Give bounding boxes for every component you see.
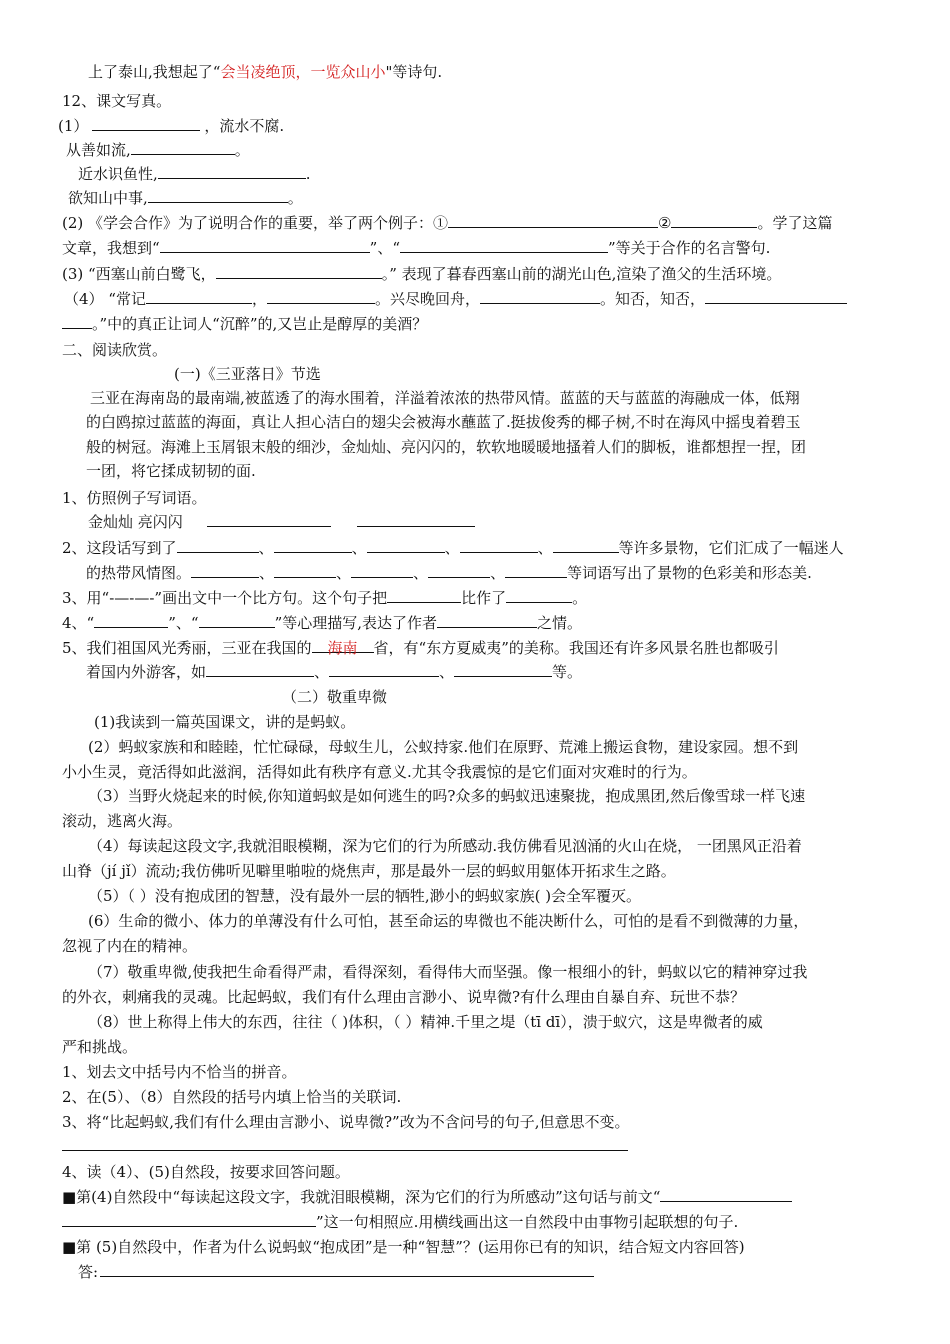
blank[interactable] <box>460 536 538 553</box>
answer-hainan[interactable]: 海南 <box>312 636 374 653</box>
task-3: 3、将“比起蚂蚁,我们有什么理由言渺小、说卑微?”改为不含问号的句子,但意思不变。 <box>62 1113 630 1131</box>
blank[interactable] <box>199 611 275 628</box>
blank[interactable] <box>660 1185 792 1202</box>
blank[interactable] <box>357 510 475 527</box>
passage-2-para-4: （4）每读起这段文字,我就泪眼模糊，深为它们的行为所感动.我仿佛看见汹涌的火山在烧， 一团黑风正沿着 <box>88 837 802 855</box>
blank[interactable] <box>92 114 200 131</box>
blank[interactable] <box>387 586 461 603</box>
passage-2-para-1: (1)我读到一篇英国课文，讲的是蚂蚁。 <box>94 713 356 731</box>
passage-2-para-3: （3）当野火烧起来的时候,你知道蚂蚁是如何逃生的吗?众多的蚂蚁迅速聚拢，抱成黑团,然后像雪球一样飞速 <box>88 787 806 805</box>
q12-1-line: (1） ，流水不腐. <box>58 114 284 138</box>
exercise-5-line-2: 着国内外游客，如 、 、 等。 <box>86 660 582 684</box>
blank[interactable] <box>207 510 331 527</box>
q12-2-line: (2) 《学会合作》为了说明合作的重要，举了两个例子：① ② 。学了这篇 <box>62 211 833 235</box>
question-12-heading: 12、课文写真。 <box>62 92 172 110</box>
passage-2-para-5: （5）（ ）没有抱成团的智慧，没有最外一层的牺牲,渺小的蚂蚁家族( )会全军覆灭。 <box>88 887 642 905</box>
q12-2-line-2: 文章，我想到“ ”、“ ”等关于合作的名言警句. <box>62 236 770 260</box>
task-1: 1、划去文中括号内不恰当的拼音。 <box>62 1063 297 1081</box>
exercise-1-prompt: 1、仿照例子写词语。 <box>62 489 207 507</box>
blank[interactable] <box>62 1210 316 1227</box>
blank[interactable] <box>705 287 847 304</box>
passage-2-para-7: （7）敬重卑微,使我把生命看得严肃，看得深刻，看得伟大而坚强。像一根细小的针，蚂蚁以它的精神穿过我 <box>88 963 808 981</box>
exercise-3-line: 3、用“-—-—-”画出文中一个比方句。这个句子把 比作了 。 <box>62 586 587 610</box>
q12-1-line-2: 从善如流, 。 <box>66 138 250 162</box>
passage-1-line: 三亚在海南岛的最南端,被蓝透了的海水围着，洋溢着浓浓的热带风情。蓝蓝的天与蓝蓝的海融成一体，低翔 <box>90 389 800 407</box>
blank[interactable] <box>94 611 168 628</box>
blank[interactable] <box>329 660 439 677</box>
blank[interactable] <box>553 536 619 553</box>
passage-1-line: 一团，将它揉成韧韧的面. <box>86 462 256 480</box>
blank[interactable] <box>191 561 259 578</box>
exercise-1-example: 金灿灿 亮闪闪 <box>88 510 475 534</box>
passage-2-para-4: 山脊（jí jǐ）流动;我仿佛听见噼里啪啦的烧焦声，那是最外一层的蚂蚁用躯体开拓求生之路。 <box>62 862 676 880</box>
task-2: 2、在(5）、（8）自然段的括号内填上恰当的关联词. <box>62 1088 402 1106</box>
passage-2-para-6: 忽视了内在的精神。 <box>62 937 198 955</box>
passage-2-para-8: （8）世上称得上伟大的东西，往往（ )体积，（ ）精神.千里之堤（tī dī），溃于蚁穴，这是卑微者的威 <box>88 1013 763 1031</box>
blank[interactable] <box>131 138 235 155</box>
blank[interactable] <box>448 211 658 228</box>
blank[interactable] <box>62 312 92 329</box>
blank[interactable] <box>160 236 370 253</box>
exercise-2-line-2: 的热带风情图。 、 、 、 、 等词语写出了景物的色彩美和形态美. <box>86 561 812 585</box>
q12-4-line: （4） “常记 ， 。兴尽晚回舟， 。知否，知否， <box>64 287 847 311</box>
poem-quote: 会当凌绝顶，一览众山小 <box>220 63 386 81</box>
answer-line[interactable] <box>100 1276 594 1277</box>
passage-2-para-2: (2）蚂蚁家族和和睦睦，忙忙碌碌，母蚁生儿，公蚁持家.他们在原野、荒滩上搬运食物，建设家园。想不到 <box>88 738 799 756</box>
passage-2-para-3: 滚动，逃离火海。 <box>62 812 183 830</box>
task-4-sub-1: ■第(4)自然段中“每读起这段文字，我就泪眼模糊，深为它们的行为所感动”这句话与前文“ <box>62 1185 792 1209</box>
exercise-4-line: 4、“ ”、“ ”等心理描写,表达了作者 之情。 <box>62 611 582 635</box>
taishan-line: 上了泰山,我想起了“会当凌绝顶，一览众山小"等诗句. <box>88 63 443 81</box>
task-4: 4、读（4）、(5)自然段，按要求回答问题。 <box>62 1163 350 1181</box>
blank[interactable] <box>454 660 552 677</box>
blank[interactable] <box>428 561 490 578</box>
passage-1-line: 的白鸥掠过蓝蓝的海面，真让人担心洁白的翅尖会被海水蘸蓝了.挺拔俊秀的椰子树,不时在海风中摇曳着碧玉 <box>86 413 801 431</box>
blank[interactable] <box>400 236 608 253</box>
blank[interactable] <box>367 536 445 553</box>
passage-1-title: (一)《三亚落日》节选 <box>174 365 321 383</box>
blank[interactable] <box>206 660 314 677</box>
q12-4-line-2: 。”中的真正让词人“沉醉”的,又岂止是醇厚的美酒？ <box>62 312 427 336</box>
passage-2-para-6: (6）生命的微小、体力的单薄没有什么可怕，甚至命运的卑微也不能决断什么，可怕的是看不到微薄的力量， <box>88 912 809 930</box>
q12-3-line: (3) “西塞山前白鹭飞， 。” 表现了暮春西塞山前的湖光山色,渲染了渔父的生活环境。 <box>62 262 781 286</box>
blank[interactable] <box>146 287 252 304</box>
exercise-5-line: 5、我们祖国风光秀丽，三亚在我国的 海南 省，有“东方夏威夷”的美称。我国还有许多风景名胜也都吸引 <box>62 636 779 660</box>
blank[interactable] <box>158 162 306 179</box>
passage-1-line: 般的树冠。海滩上玉屑银末般的细沙，金灿灿、亮闪闪的，软软地暖暖地搔着人们的脚板，谁都想捏一捏，团 <box>86 438 807 456</box>
passage-2-title: （二）敬重卑微 <box>282 688 388 706</box>
blank[interactable] <box>274 536 352 553</box>
blank[interactable] <box>505 561 567 578</box>
passage-2-para-2: 小小生灵，竟活得如此滋润，活得如此有秩序有意义.尤其令我震惊的是它们面对灾难时的行为。 <box>62 763 697 781</box>
blank[interactable] <box>506 586 572 603</box>
section-2-heading: 二、阅读欣赏。 <box>62 341 168 359</box>
answer-label: 答: <box>78 1263 99 1281</box>
q12-1-line-4: 欲知山中事, 。 <box>68 186 303 210</box>
blank[interactable] <box>216 262 382 279</box>
q12-1-line-3: 近水识鱼性, . <box>78 162 311 186</box>
blank[interactable] <box>480 287 600 304</box>
answer-line[interactable] <box>62 1150 628 1151</box>
blank[interactable] <box>671 211 757 228</box>
blank[interactable] <box>351 561 413 578</box>
blank[interactable] <box>437 611 537 628</box>
passage-2-para-7: 的外衣，刺痛我的灵魂。比起蚂蚁，我们有什么理由言渺小、说卑微?有什么理由自暴自弃、玩世不恭？ <box>62 988 746 1006</box>
task-4-sub-2: ■第 (5)自然段中，作者为什么说蚂蚁“抱成团”是一种“智慧”？(运用你已有的知识，结合短文内容回答) <box>62 1238 745 1256</box>
blank[interactable] <box>267 287 375 304</box>
exercise-2-line: 2、这段话写到了 、 、 、 、 等许多景物，它们汇成了一幅迷人 <box>62 536 844 560</box>
blank[interactable] <box>274 561 336 578</box>
blank[interactable] <box>177 536 259 553</box>
blank[interactable] <box>148 186 288 203</box>
task-4-sub-1-line-2: ”这一句相照应.用横线画出这一自然段中由事物引起联想的句子. <box>62 1210 738 1234</box>
passage-2-para-8: 严和挑战。 <box>62 1038 138 1056</box>
